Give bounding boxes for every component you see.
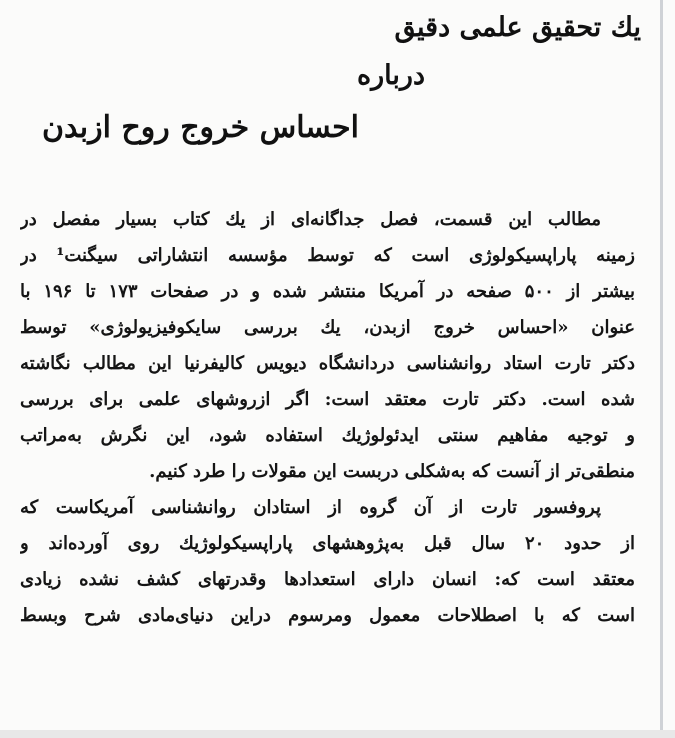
title-line-2: درباره bbox=[357, 60, 425, 91]
paragraph-1-line-8: منطقی‌تر از آنست که به‌شکلی دربست این مقولات را طرد کنیم. bbox=[149, 461, 635, 482]
body-text bbox=[20, 202, 635, 634]
paragraph-2-line-2: از حدود ۲۰ سال قبل به‌پژوهشهای پاراپسیکولوژیك روی آورده‌اند و bbox=[20, 533, 635, 554]
paragraph-1-line-3: بیشتر از ۵۰۰ صفحه در آمریکا منتشر شده و در صفحات ۱۷۳ تا ۱۹۶ با bbox=[20, 281, 635, 302]
paragraph-2-line-4: است که با اصطلاحات معمول ومرسوم دراین دنیای‌مادی شرح وبسط bbox=[20, 605, 635, 626]
page-edge-rule bbox=[660, 0, 663, 738]
title-line-3: احساس خروج روح ازبدن bbox=[42, 110, 359, 145]
paragraph-2-line-3: معتقد است که: انسان دارای استعدادها وقدرتهای کشف نشده زیادی bbox=[20, 569, 635, 590]
title-line-1: یك تحقیق علمی دقیق bbox=[394, 12, 641, 43]
paragraph-1-line-4: عنوان «احساس خروج ازبدن، یك بررسی سایکوفیزیولوژی» توسط bbox=[20, 317, 635, 338]
paragraph-1-line-6: شده است. دکتر تارت معتقد است: اگر ازروشهای علمی برای بررسی bbox=[20, 389, 635, 410]
paragraph-1-line-5: دکتر تارت استاد روانشناسی دردانشگاه دیویس کالیفرنیا این مطالب نگاشته bbox=[20, 353, 635, 374]
paragraph-1-line-1: مطالب این قسمت، فصل جداگانه‌ای از یك کتاب بسیار مفصل در bbox=[20, 209, 601, 230]
paragraph-1-line-2: زمینه پاراپسیکولوژی است که توسط مؤسسه انتشاراتی سیگنت¹ در bbox=[20, 245, 635, 266]
paragraph-2-line-1: پروفسور تارت از آن گروه از استادان روانشناسی آمریکاست که bbox=[20, 497, 601, 518]
paragraph-1-line-7: و توجیه مفاهیم سنتی ایدئولوژیك استفاده شود، این نگرش به‌مراتب bbox=[20, 425, 635, 446]
bottom-edge bbox=[0, 730, 675, 738]
